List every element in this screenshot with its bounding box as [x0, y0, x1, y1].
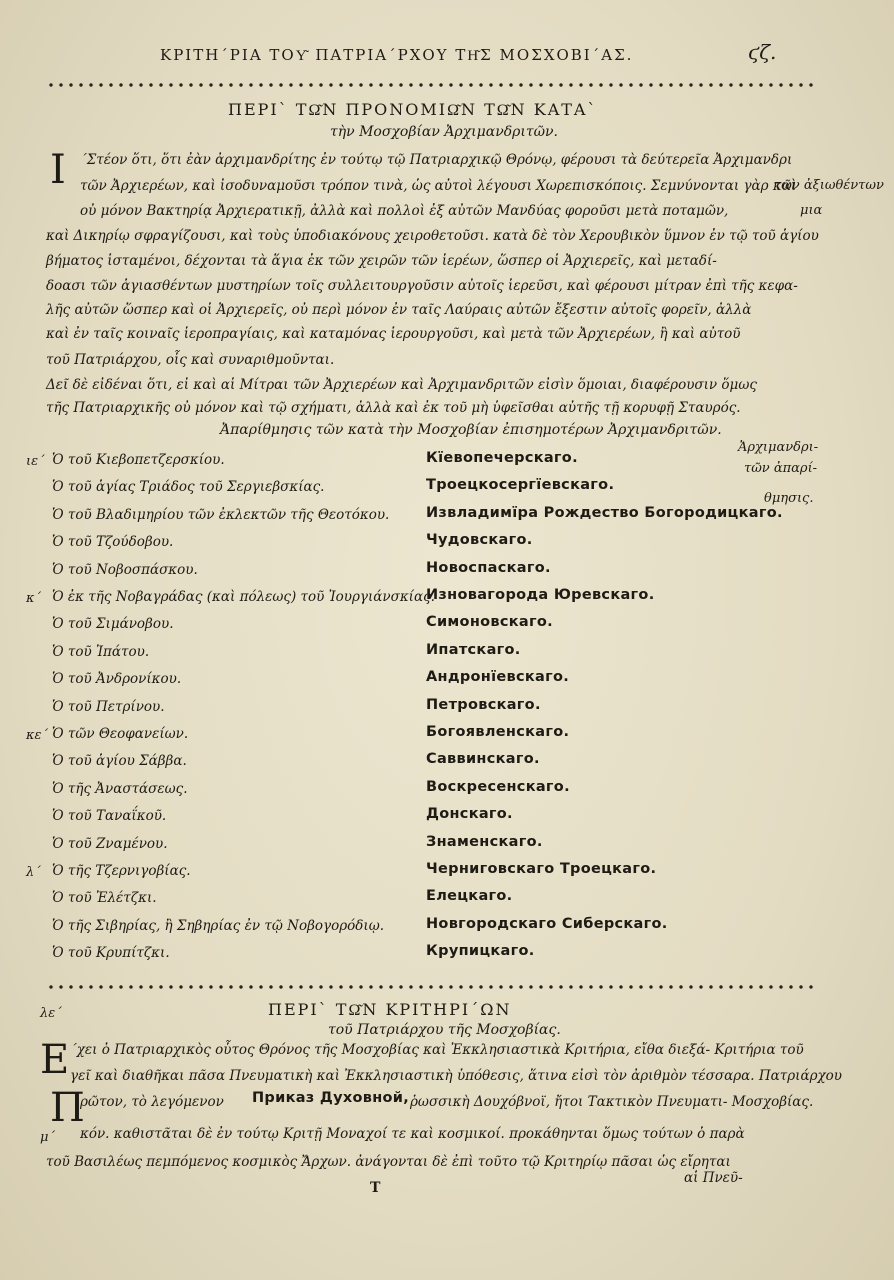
greek-name: Ὁ τοῦ Βλαδιμηρίου τῶν ἐκλεκτῶν τῆς Θεοτόκου.	[52, 507, 390, 523]
para-line: γεῖ καὶ διαθῆκαι πᾶσα Πνευματικὴ καὶ Ἐκκλησιαστικὴ ὑπόθεσις, ἅτινα εἰσὶ τὸν ἀριθμὸν τέσσαρα. Πατριάρχου	[70, 1068, 843, 1084]
margin-number: μ´	[40, 1130, 55, 1145]
para-line: τοῦ Πατριάρχου, οἷς καὶ συναριθμοῦνται.	[46, 352, 335, 368]
greek-name: Ὁ τοῦ Ταναΐκοῦ.	[52, 808, 167, 824]
para-line: τοῦ Βασιλέως πεμπόμενος κοσμικὸς Ἄρχων. ἀνάγονται δὲ ἐπὶ τοῦτο τῷ Κριτηρίῳ πᾶσαι ὡς εἴρηται	[46, 1154, 731, 1170]
drop-cap: Ε	[40, 1037, 70, 1083]
slavonic-name: Кїевопечерскаго.	[426, 450, 578, 466]
margin-note: τῶν ἀξιωθέντων	[774, 178, 884, 193]
slavonic-name: Крупицкаго.	[426, 943, 535, 959]
section-subtitle: τοῦ Πατριάρχου τῆς Μοσχοβίας.	[328, 1022, 561, 1038]
para-line: ΄Στέον ὅτι, ὅτι ἐὰν ἀρχιμανδρίτης ἐν τούτῳ τῷ Πατριαρχικῷ Θρόνῳ, φέρουσι τὰ δεύτερεῖα Ἀρχιμανδρι	[80, 152, 793, 168]
greek-name: Ὁ τῆς Σιβηρίας, ἢ Σηβηρίας ἐν τῷ Νοβογορόδιῳ.	[52, 918, 384, 934]
slavonic-name: Изновагорода Юревскаго.	[426, 587, 655, 603]
margin-note: Ἀρχιμανδρι-	[738, 440, 819, 455]
greek-name: Ὁ τοῦ Κιεβοπετζερσκίου.	[52, 452, 225, 468]
slavonic-name: Симоновскаго.	[426, 614, 553, 630]
para-line: λῆς αὐτῶν ὥσπερ καὶ οἱ Ἀρχιερεῖς, οὐ περὶ μόνον ἐν ταῖς Λαύραις αὐτῶν ἔξεστιν αὐτοῖς φορεῖν, ἀλλὰ	[46, 302, 752, 318]
para-line: τῶν Ἀρχιερέων, καὶ ἰσοδυναμοῦσι τρόπον τινὰ, ὡς αὐτοὶ λέγουσι Χωρεπισκόποις. Σεμνύνονται γὰρ καὶ	[80, 178, 797, 194]
row-number: λ´	[26, 865, 41, 880]
catchword: αἱ Πνεῦ-	[684, 1170, 743, 1186]
greek-name: Ὁ τοῦ Τζούδοβου.	[52, 534, 174, 550]
para-line: ρῶτον, τὸ λεγόμενον	[80, 1094, 224, 1110]
greek-name: Ὁ τῆς Τζερνιγοβίας.	[52, 863, 191, 879]
slavonic-name: Елецкаго.	[426, 888, 513, 904]
greek-name: Ὁ τοῦ Νοβοσπάσκου.	[52, 562, 198, 578]
greek-name: Ὁ τοῦ ἁγίου Σάββα.	[52, 753, 187, 769]
slavonic-term: Приказ Духовной,	[252, 1090, 410, 1106]
slavonic-name: Богоявленскаго.	[426, 724, 570, 740]
slavonic-name: Извладимїра Рождество Богородицкаго.	[426, 505, 783, 521]
row-number: ιε´	[26, 454, 45, 469]
slavonic-name: Андронїевскаго.	[426, 669, 570, 685]
slavonic-name: Донскаго.	[426, 806, 513, 822]
folio-number: ϛζ.	[748, 40, 777, 64]
slavonic-name: Воскресенскаго.	[426, 779, 570, 795]
slavonic-name: Саввинскаго.	[426, 751, 540, 767]
para-line: οὐ μόνον Βακτηρίᾳ Ἀρχιερατικῇ, ἀλλὰ καὶ πολλοὶ ἐξ αὐτῶν Μανδύας φοροῦσι μετὰ ποταμῶν,	[80, 203, 729, 219]
para-line: κόν. καθιστᾶται δὲ ἐν τούτῳ Κριτῇ Μοναχοί τε καὶ κοσμικοί. προκάθηνται ὅμως τούτων ὁ παρὰ	[80, 1126, 745, 1142]
slavonic-name: Чудовскаго.	[426, 532, 533, 548]
row-number: κ´	[26, 591, 42, 606]
list-heading: Ἀπαρίθμησις τῶν κατὰ τὴν Μοσχοβίαν ἐπισημοτέρων Ἀρχιμανδριτῶν.	[220, 422, 722, 438]
slavonic-name: Знаменскаго.	[426, 834, 543, 850]
margin-note: μια	[800, 203, 823, 218]
margin-note: θμησις.	[764, 491, 814, 506]
greek-name: Ὁ τῆς Ἀναστάσεως.	[52, 781, 188, 797]
para-line: καὶ Δικηρίῳ σφραγίζουσι, καὶ τοὺς ὑποδιακόνους χειροθετοῦσι. κατὰ δὲ τὸν Χερουβικὸν ὕμνον ἐν τῷ τοῦ ἁγίου	[46, 228, 819, 244]
para-line: δοασι τῶν ἁγιασθέντων μυστηρίων τοῖς συλλειτουργοῦσιν αὐτοῖς ἱερεῦσι, καὶ φέρουσι μίτραν ἐπὶ τῆς κεφα-	[46, 278, 798, 294]
greek-name: Ὁ τοῦ Ἐλέτζκι.	[52, 890, 157, 906]
drop-cap: Ι	[50, 147, 66, 193]
drop-cap: Π	[50, 1085, 85, 1131]
greek-name: Ὁ τῶν Θεοφανείων.	[52, 726, 189, 742]
ornament-rule	[46, 984, 814, 990]
greek-name: Ὁ ἐκ τῆς Νοβαγράδας (καὶ πόλεως) τοῦ Ἰουργιάνσκίας.	[52, 589, 435, 605]
greek-name: Ὁ τοῦ Πετρίνου.	[52, 699, 165, 715]
slavonic-name: Новгородскаго Сиберскаго.	[426, 916, 668, 932]
greek-name: Ὁ τοῦ Σιμάνοβου.	[52, 616, 174, 632]
greek-name: Ὁ τοῦ Ζναμένου.	[52, 836, 168, 852]
slavonic-name: Петровскаго.	[426, 697, 541, 713]
section-subtitle: τὴν Μοσχοβίαν Ἀρχιμανδριτῶν.	[330, 124, 558, 140]
greek-name: Ὁ τοῦ Κρυπίτζκι.	[52, 945, 170, 961]
para-line: ῥωσσικὴ Δουχόβνοϊ, ἤτοι Τακτικὸν Πνευματι- Μοσχοβίας.	[410, 1094, 814, 1110]
row-number: κε´	[26, 728, 49, 743]
ornament-rule	[46, 82, 814, 88]
para-line: τῆς Πατριαρχικῆς οὐ μόνον καὶ τῷ σχήματι, ἀλλὰ καὶ ἐκ τοῦ μὴ ὑφεῖσθαι αὐτῆς τῇ κορυφῇ Σταυρός.	[46, 400, 741, 416]
slavonic-name: Черниговскаго Троецкаго.	[426, 861, 657, 877]
section-title: ΠΕΡΙ` ΤΩ͂Ν ΠΡΟΝΟΜΙΩ͂Ν ΤΩ͂Ν ΚΑΤΑ`	[228, 100, 598, 119]
slavonic-name: Ипатскаго.	[426, 642, 521, 658]
slavonic-name: Новоспаскаго.	[426, 560, 551, 576]
margin-number: λε´	[40, 1006, 62, 1021]
para-line: Δεῖ δὲ εἰδέναι ὅτι, εἰ καὶ αἱ Μίτραι τῶν Ἀρχιερέων καὶ Ἀρχιμανδριτῶν εἰσὶν ὅμοιαι, διαφέρουσιν ὅμως	[46, 377, 757, 393]
greek-name: Ὁ τοῦ ἁγίας Τριάδος τοῦ Σεργιεβσκίας.	[52, 479, 325, 495]
para-line: καὶ ἐν ταῖς κοιναῖς ἱεροπραγίαις, καὶ καταμόνας ἱερουργοῦσι, καὶ μετὰ τῶν Ἀρχιερέων, ἢ καὶ αὐτοῦ	[46, 326, 741, 342]
slavonic-name: Троецкосергїевскаго.	[426, 477, 615, 493]
greek-name: Ὁ τοῦ Ἀνδρονίκου.	[52, 671, 182, 687]
greek-name: Ὁ τοῦ Ἰπάτου.	[52, 644, 150, 660]
margin-note: τῶν ἀπαρί-	[744, 461, 818, 476]
para-line: βήματος ἱσταμένοι, δέχονται τὰ ἅγια ἐκ τῶν χειρῶν τῶν ἱερέων, ὥσπερ οἱ Ἀρχιερεῖς, καὶ μεταδί-	[46, 253, 717, 269]
signature-mark: T	[370, 1180, 381, 1196]
section-title: ΠΕΡΙ` ΤΩ͂Ν ΚΡΙΤΗΡΙ´ΩΝ	[268, 1000, 512, 1019]
running-header: ΚΡΙΤΗ´ΡΙΑ ΤΟΥ͂ ΠΑΤΡΙΑ´ΡΧΟΥ ΤΗ͂Σ ΜΟΣΧΟΒΙ´ΑΣ.	[160, 46, 634, 64]
para-line: ΄χει ὁ Πατριαρχικὸς οὗτος Θρόνος τῆς Μοσχοβίας καὶ Ἐκκλησιαστικὰ Κριτήρια, εἴθα διεξά- Κριτήρια τοῦ	[70, 1042, 804, 1058]
